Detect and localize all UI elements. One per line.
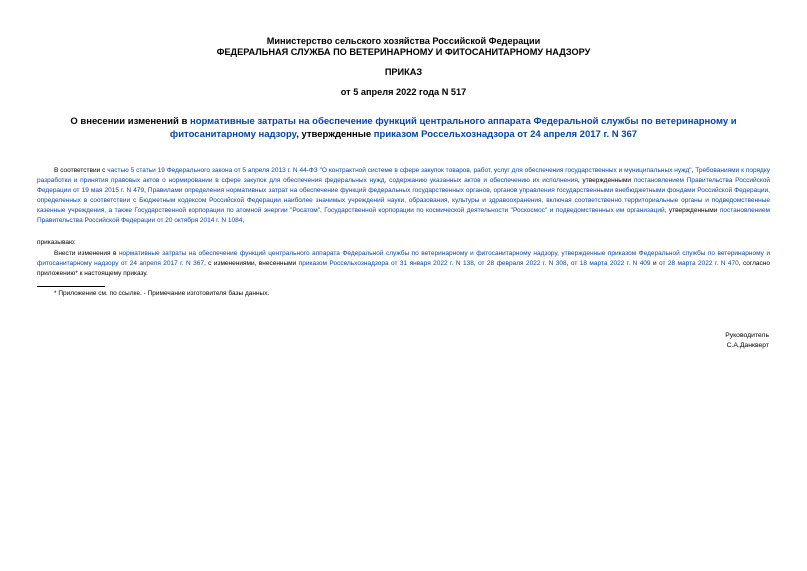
ministry-name: Министерство сельского хозяйства Российской Федерации — [266, 36, 541, 46]
service-name: ФЕДЕРАЛЬНАЯ СЛУЖБА ПО ВЕТЕРИНАРНОМУ И ФИТОСАНИТАРНОМУ НАДЗОРУ — [216, 47, 591, 57]
order-text-2: , с изменениями, внесенными — [203, 259, 299, 267]
order-link-138[interactable]: приказом Россельхознадзора от 31 января 2022 г. N 138 — [298, 259, 474, 267]
order-link-470[interactable]: от 28 марта 2022 г. N 470 — [659, 259, 739, 267]
signature-name: С.А.Данкверт — [726, 342, 769, 349]
preamble-text-4: , — [144, 186, 148, 194]
order-text-6: , согласно приложению* к настоящему приказу. — [37, 259, 770, 277]
paragraph-order-text — [37, 249, 770, 279]
preamble-text-5: , утвержденными — [664, 206, 720, 214]
preamble-link-resolution-479[interactable]: постановлением Правительства Российской Федерации от 19 мая 2015 г. N 479 — [37, 176, 771, 194]
signature-position: Руководитель — [725, 332, 769, 339]
order-link-308[interactable]: от 28 февраля 2022 г. N 308 — [478, 259, 567, 267]
order-text-5: и — [650, 259, 660, 267]
preamble-text-3: , утвержденными — [577, 176, 634, 184]
order-text-4: , — [566, 259, 571, 267]
paragraph-preamble — [37, 166, 770, 225]
preamble-text-2: , — [691, 167, 696, 174]
order-link-409[interactable]: от 18 марта 2022 г. N 409 — [570, 259, 651, 267]
title-link-norms[interactable]: нормативные затраты на обеспечение функций центрального аппарата Федеральной службы по ветеринарному и фитосанитарному надзору — [169, 116, 737, 140]
title-link-order[interactable]: приказом Россельхознадзора от 24 апреля 2017 г. N 367 — [373, 128, 638, 140]
order-text-3: , — [473, 259, 479, 267]
preamble-link-resolution-1084[interactable]: постановлением Правительства Российской Федерации от 20 октября 2014 г. N 1084 — [37, 206, 770, 224]
preamble-link-requirements[interactable]: Требованиями к порядку разработки и принятия правовых актов о нормировании в сфере закупок для обеспечения федеральных нужд, содержанию указанных актов и обеспечению их исполнения — [37, 167, 770, 184]
document-title — [40, 116, 767, 141]
preamble-text-6: , — [242, 216, 245, 224]
preamble-text-1: В соответствии с — [54, 167, 108, 174]
preamble-link-rules[interactable]: Правилами определения нормативных затрат на обеспечение функций федеральных государственных органов, органов управления государственными внебюджетными фондами Российской Федерации, определенных в соответствии с Бюджетным кодексом Российской Федерации наиболее значимых учреждений науки, образования, культуры и здравоохранения, включая соответственно территориальные органы и подведомственные казенные учреждения, а также Государственной корпорации по атомной энергии "Росатом", Государственной корпорации по космической деятельности "Роскосмос" и подведомственных им организаций — [37, 186, 770, 214]
footnote-divider — [37, 286, 105, 287]
order-link-norms[interactable]: нормативные затраты на обеспечение функций центрального аппарата Федеральной службы по ветеринарному и фитосанитарному надзору, утвержденные приказом Федеральной службы по ветеринарному и фитосанитарному надзору от 24 апреля 2017 г. N 367 — [37, 250, 770, 267]
title-middle: , утвержденные — [296, 128, 374, 140]
document-type: ПРИКАЗ — [384, 67, 423, 77]
title-prefix: О внесении изменений в — [70, 116, 190, 127]
order-text-1: Внести изменения в — [54, 250, 119, 257]
paragraph-order-word: приказываю: — [37, 239, 76, 246]
document-date-number: от 5 апреля 2022 года N 517 — [340, 87, 467, 97]
footnote-text: * Приложение см. по ссылке. - Примечание изготовителя базы данных. — [54, 290, 270, 297]
preamble-link-law[interactable]: частью 5 статьи 19 Федерального закона от 5 апреля 2013 г. N 44-ФЗ "О контрактной системе в сфере закупок товаров, работ, услуг для обеспечения государственных и муниципальных нужд" — [107, 167, 692, 174]
